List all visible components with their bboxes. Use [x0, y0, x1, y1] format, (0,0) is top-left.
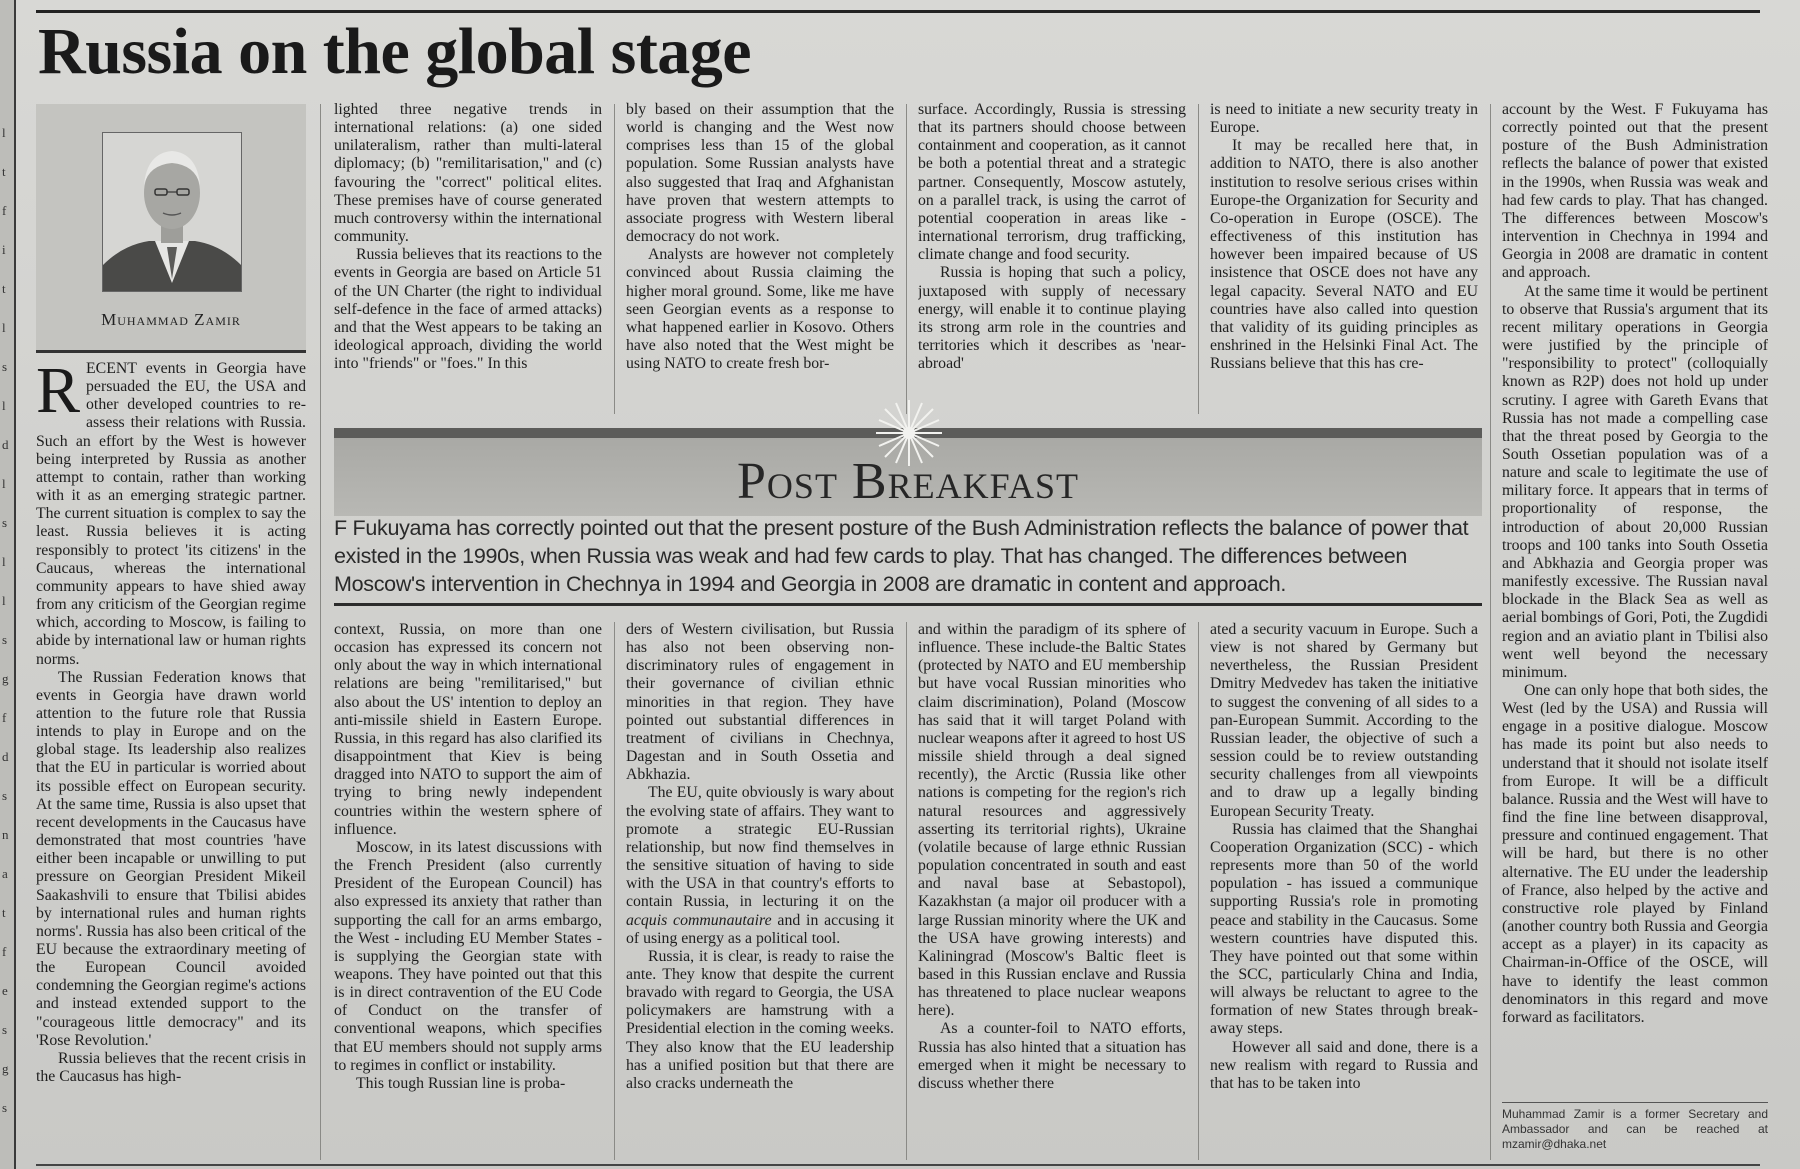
- paragraph: lighted three negative trends in international relations: (a) one sided unilateralism, rather than multi-lateral diplomacy; (b) "remilitarisation," and (c) favouring the "correct" political elites. These premises have of course generated much controversy within the international community.: [334, 101, 602, 246]
- column-3-bottom: [626, 621, 894, 1161]
- column-5-top: [1210, 101, 1478, 411]
- pull-quote-rule: [334, 603, 1482, 606]
- paragraph: Russia is hoping that such a policy, juxtaposed with supply of necessary energy, will enable it to continue playing its strong arm role in the countries and territories which it describes as 'near-abroad': [918, 264, 1186, 373]
- margin-fragment: a: [2, 866, 8, 881]
- paragraph: One can only hope that both sides, the West (led by the USA) and Russia will engage in a positive dialogue. Moscow has made its point but also needs to understand that it should not isolate itself from Europe. It will be a difficult balance. Russia and the West will have to find the fine line between disapproval, pressure and continued engagement. That will be hard, but there is no other alternative. The EU under the leadership of France, also helped by the active and constructive role played by Finland (another country both Russia and Georgia accept as a player) in its capacity as Chairman-in-Office of the OSCE, will have to identify the least common denominators in this regard and move forward as facilitators.: [1502, 682, 1768, 1026]
- margin-fragment: i: [2, 242, 6, 257]
- margin-fragment: s: [2, 515, 8, 530]
- paragraph: bly based on their assumption that the world is changing and the West now comprises less than 15 of the global population. Some Russian analysts have also suggested that Iraq and Afghanistan have proven that western attempts to associate progress with Western liberal democracy do not work.: [626, 101, 894, 246]
- margin-fragment: t: [2, 281, 6, 296]
- paragraph: Russia, it is clear, is ready to raise the ante. They know that despite the current bravado with regard to Georgia, the USA policymakers are hamstrung with a Presidential election in the coming weeks. They also know that the EU leadership has a unified position but that there are also cracks underneath the: [626, 947, 894, 1092]
- top-rule: [36, 10, 1760, 13]
- author-photo-box: [36, 104, 306, 353]
- column-6: [1502, 101, 1768, 1091]
- column-5-bottom: [1210, 621, 1478, 1161]
- paragraph: Russia has claimed that the Shanghai Cooperation Organization (SCC) - which represents more than 50 of the world population - has issued a communique supporting Russia's role in promoting peace and stability in the Caucasus. Some western countries have disputed this. They have pointed out that some within the SCC, particularly China and India, will always be reluctant to agree to the formation of new States through break-away steps.: [1210, 820, 1478, 1038]
- paragraph: [626, 784, 894, 947]
- margin-fragment: s: [2, 632, 8, 647]
- text-run: and in accusing it of using energy as a political tool.: [626, 911, 894, 947]
- column-divider: [906, 622, 907, 1160]
- paragraph: surface. Accordingly, Russia is stressing that its partners should choose between containment and cooperation, as it cannot be both a potential threat and a strategic partner. Consequently, Moscow astutely, on a parallel track, is using the carrot of potential cooperation in areas like - international terrorism, drug trafficking, climate change and food security.: [918, 101, 1186, 264]
- column-4-bottom: [918, 621, 1186, 1161]
- author-portrait: [102, 132, 242, 292]
- paragraph: Russia believes that the recent crisis in the Caucasus has high-: [36, 1049, 306, 1086]
- margin-fragment: s: [2, 1022, 8, 1037]
- margin-fragment: e: [2, 983, 8, 998]
- column-divider: [1198, 104, 1199, 414]
- margin-fragment: n: [2, 827, 9, 842]
- margin-fragment: s: [2, 788, 8, 803]
- paragraph: It may be recalled here that, in addition to NATO, there is also another institution to resolve serious crises within Europe-the Organization for Security and Co-operation in Europe (OSCE). The effectiveness of this institution has however been impaired because of US insistence that OSCE does not have any legal capacity. Several NATO and EU countries have also called into question that validity of its guiding principles as enshrined in the Helsinki Final Act. The Russians believe that this has cre-: [1210, 137, 1478, 373]
- paragraph: At the same time it would be pertinent to observe that Russia's argument that its recent military operations in Georgia were justified by the principle of "responsibility to protect" (colloquially known as R2P) does not hold up under scrutiny. I agree with Gareth Evans that Russia has not made a compelling case that the threat posed by Georgia to the South Ossetian population was of a nature and scale to legitimate the use of military force. It appears that in terms of proportionality of response, the introduction of about 20,000 Russian troops and 100 tanks into South Ossetia and Abkhazia and Georgia proper was manifestly excessive. The Russian naval blockade in the Black Sea as well as aerial bombings of Gori, Poti, the Zugdidi region and an aviatio plant in Tbilisi also went well beyond the necessary minimum.: [1502, 282, 1768, 681]
- column-divider: [1490, 104, 1491, 1160]
- paragraph: Moscow, in its latest discussions with the French President (also currently President of the European Council) has also expressed its anxiety that rather than supporting the call for an arms embargo, the West - including EU Member States - is supplying the Georgian state with weapons. They have pointed out that this is in direct contravention of the EU Code of Conduct on the transfer of conventional weapons, which specifies that EU members should not supply arms to regimes in conflict or instability.: [334, 838, 602, 1074]
- margin-fragment: f: [2, 944, 7, 959]
- paragraph: The Russian Federation knows that events in Georgia have drawn world attention to the future role that Russia intends to play in Europe and on the global stage. Its leadership also realizes that the EU in particular is worried about its possible effect on European security. At the same time, Russia is also upset that recent developments in the Caucasus have demonstrated that most countries 'have either been incapable or unwilling to put pressure on Georgian President Mikeil Saakashvili to ensure that Tbilisi abides by international rules and human rights norms'. Russia has also been critical of the EU because the extraordinary meeting of the European Council avoided condemning the Georgian regime's actions and instead extended support to the "courageous little democracy" and its 'Rose Revolution.': [36, 668, 306, 1049]
- paragraph: and within the paradigm of its sphere of influence. These include-the Baltic States (protected by NATO and EU membership but have vocal Russian minorities who claim discrimination), Poland (Moscow has said that it will target Poland with nuclear weapons after it agreed to host US missile shield through a deal signed recently), the Arctic (Russia like other nations is competing for the region's rich natural resources and aggressively asserting its territorial rights), Ukraine (volatile because of large ethnic Russian population concentrated in south and east and naval base at Sebastopol), Kazakhstan (a major oil producer with a large Russian minority where the UK and the USA have growing interests) and Kaliningrad (Moscow's Baltic fleet is based in this Russian enclave and Russia has threatened to place nuclear weapons here).: [918, 621, 1186, 1020]
- column-3-top: [626, 101, 894, 411]
- margin-fragment: d: [2, 749, 9, 764]
- margin-fragment: l: [2, 554, 6, 569]
- margin-fragment: l: [2, 593, 6, 608]
- headline: Russia on the global stage: [38, 15, 752, 88]
- column-divider: [1198, 622, 1199, 1160]
- margin-fragment: t: [2, 905, 6, 920]
- drop-cap: R: [36, 360, 81, 427]
- column-banner: [334, 428, 1482, 516]
- margin-fragment: l: [2, 125, 6, 140]
- column-name: Post Breakfast: [737, 453, 1079, 510]
- margin-fragment: g: [2, 1061, 9, 1076]
- paragraph: However all said and done, there is a new realism with regard to Russia and that has to be taken into: [1210, 1038, 1478, 1092]
- text-run: The EU, quite obviously is wary about the evolving state of affairs. They want to promote a strategic EU-Russian relationship, but now find themselves in the sensitive situation of having to side with the USA in that country's efforts to contain Russia, in lecturing it on the: [626, 784, 894, 911]
- column-divider: [906, 104, 907, 414]
- paragraph: ated a security vacuum in Europe. Such a view is not shared by Germany but nevertheless, the Russian President Dmitry Medvedev has taken the initiative to suggest the convening of all sides to a pan-European Summit. According to the Russian leader, the objective of such a session could be to review outstanding security challenges from all viewpoints and to draw up a legally binding European Security Treaty.: [1210, 621, 1478, 820]
- column-2-top: [334, 101, 602, 411]
- pull-quote: F Fukuyama has correctly pointed out that the present posture of the Bush Administration reflects the balance of power that existed in the 1990s, when Russia was weak and had few cards to play. That has changed. The differences between Moscow's intervention in Chechnya in 1994 and Georgia in 2008 are dramatic in content and approach.: [334, 516, 1469, 596]
- paragraph: context, Russia, on more than one occasion has expressed its concern not only about the way in which international relations are being "remilitarised," but also about the US' intention to deploy an anti-missile shield in Eastern Europe. Russia, in this regard has also clarified its disappointment that Kiev is being dragged into NATO to support the aim of trying to bring newly independent countries within the western sphere of influence.: [334, 621, 602, 838]
- margin-fragment: g: [2, 671, 9, 686]
- paragraph: Analysts are however not completely convinced about Russia claiming the higher moral ground. Some, like me have seen Georgian events as a response to what happened earlier in Kosovo. Others have also noted that the West might be using NATO to create fresh bor-: [626, 246, 894, 373]
- paragraph: is need to initiate a new security treaty in Europe.: [1210, 101, 1478, 137]
- bottom-rule: [36, 1164, 1760, 1166]
- margin-fragment: l: [2, 476, 6, 491]
- column-divider: [614, 622, 615, 1160]
- margin-fragment: s: [2, 359, 8, 374]
- margin-fragment: t: [2, 164, 6, 179]
- margin-fragment: s: [2, 1100, 8, 1115]
- margin-fragment: l: [2, 398, 6, 413]
- paragraph: ders of Western civilisation, but Russia has also not been observing non-discriminatory rules of engagement in their governance of civilian ethnic minorities in that region. They have pointed out substantial differences in treatment of civilians in Chechnya, Dagestan and in South Ossetia and Abkhazia.: [626, 621, 894, 784]
- author-bio: Muhammad Zamir is a former Secretary and Ambassador and can be reached at mzamir@dhaka.net: [1502, 1102, 1768, 1152]
- lead-paragraph: [36, 360, 306, 669]
- margin-fragment: d: [2, 437, 9, 452]
- column-divider: [614, 104, 615, 414]
- paragraph: As a counter-foil to NATO efforts, Russia has also hinted that a situation has emerged when it might be necessary to discuss whether there: [918, 1020, 1186, 1092]
- italic-term: acquis communautaire: [626, 911, 772, 929]
- margin-fragment: l: [2, 320, 6, 335]
- margin-fragment: f: [2, 203, 7, 218]
- column-2-bottom: [334, 621, 602, 1161]
- column-4-top: [918, 101, 1186, 411]
- column-divider: [320, 104, 321, 1160]
- paragraph: This tough Russian line is proba-: [356, 1074, 566, 1092]
- author-byline: Muhammad Zamir: [101, 310, 241, 329]
- paragraph: Russia believes that its reactions to the events in Georgia are based on Article 51 of the UN Charter (the right to individual self-defence in the face of armed attacks) and that the West appears to be taking an ideological approach, dividing the world into "friends" or "foes." In this: [334, 246, 602, 373]
- paragraph: account by the West. F Fukuyama has correctly pointed out that the present posture of the Bush Administration reflects the balance of power that existed in the 1990s, when Russia was weak and had few cards to play. That has changed. The differences between Moscow's intervention in Chechnya in 1994 and Georgia in 2008 are dramatic in content and approach.: [1502, 101, 1768, 282]
- margin-fragment: f: [2, 710, 7, 725]
- lead-text: ECENT events in Georgia have persuaded the EU, the USA and other developed countries to re-assess their relations with Russia. Such an effort by the West is however being interpreted by Russia as another attempt to contain, rather than working with it as an emerging strategic partner. The current situation is complex to say the least. Russia believes it is acting responsibly to protect 'its citizens' in the Caucaus, whereas the international community appears to have shied away from any criticism of the Georgian regime which, according to Moscow, is failing to abide by international law or human rights norms.: [36, 360, 306, 668]
- column-1: [36, 360, 306, 1160]
